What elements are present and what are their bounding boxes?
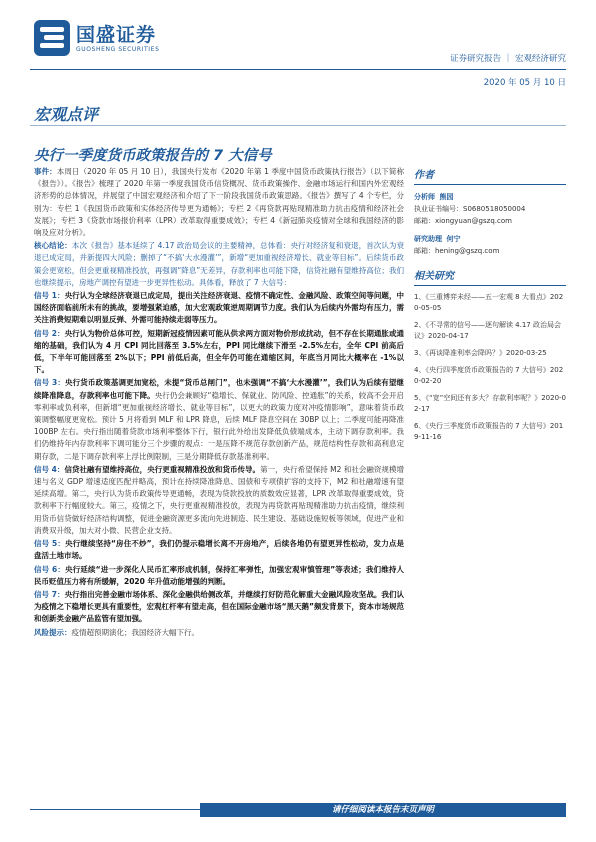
signal-3-paragraph — [34, 377, 404, 462]
assistant-row — [414, 233, 566, 245]
company-logo — [34, 18, 184, 62]
signal-7-paragraph — [34, 589, 404, 626]
related-item[interactable]: 2、《不寻常的信号——逐句解读 4.17 政治局会议》2020-04-17 — [414, 321, 561, 340]
doc-type-heading: 宏观点评 — [34, 105, 99, 124]
assistant-name: 何宁 — [446, 235, 461, 243]
report-category: 证券研究报告 ｜ 宏观经济研究 — [450, 54, 566, 64]
signal-3-label: 信号 3： — [34, 378, 66, 388]
event-paragraph — [34, 166, 404, 239]
footer-divider — [30, 809, 200, 810]
footer-disclaimer: 请仔细阅读本报告末页声明 — [200, 803, 566, 817]
risk-paragraph — [34, 627, 404, 639]
risk-text: 疫情超预期演化；我国经济大幅下行。 — [71, 627, 199, 637]
analyst-name: 熊园 — [439, 193, 454, 201]
related-heading: 相关研究 — [414, 267, 566, 286]
signal-2-paragraph — [34, 328, 404, 377]
analyst-label: 分析师 — [414, 193, 435, 201]
signal-4-bold: 信贷社融有望维持高位，央行更重视精准投放和货币传导。 — [64, 464, 261, 474]
signal-1-text: 央行认为全球经济衰退已成定局，提出关注经济衰退、疫情不确定性、金融风险、政策空间等问题，中国经济面临前所未有的挑战，要增强紧迫感，加大宏观政策逆周期调节力度。我们认为后续内外需均有压力，需关注消费短期难以明显反弹、外需可能持续走弱等压力。 — [34, 291, 404, 325]
related-item[interactable]: 1、《三重博弈未经——五一宏观 8 大看点》2020-05-05 — [414, 293, 564, 312]
signal-6-label: 信号 6： — [34, 564, 66, 574]
sidebar — [414, 166, 566, 449]
header-divider — [30, 69, 566, 70]
core-quote-2: “更加重视经济增长、就业等目标” — [244, 253, 359, 263]
analyst-cert: 执业证书编号：S0680518050004 — [414, 205, 526, 213]
related-item[interactable]: 5、《“宽”空间还有多大？存款利率呢？》2020-02-17 — [414, 394, 566, 413]
signal-7-text: 央行指出完善金融市场体系、深化金融供给侧改革，并继续打好防范化解重大金融风险攻坚战。我们认为疫情之下稳增长更具有重要性，宏观杠杆率有望走高，但在国际金融市场“黑天鹅”频发背景下，资本市场规范和创新类金融产品监管有望加强。 — [34, 589, 404, 624]
author-heading: 作者 — [414, 166, 566, 185]
logo-mark-icon — [34, 20, 70, 56]
signal-6-paragraph — [34, 564, 404, 588]
analyst-email[interactable]: 邮箱：xiongyuan@gszq.com — [414, 217, 512, 225]
analyst-row — [414, 191, 566, 203]
assistant-email[interactable]: 邮箱：hening@gszq.com — [414, 247, 500, 255]
signal-6-text: 央行延续“进一步深化人民币汇率形成机制，保持汇率弹性，加强宏观审慎管理”等表述；我们维持人民币贬值压力将有所缓解，2020 年升值动能增强的判断。 — [34, 564, 404, 586]
signal-3-bold: 央行货币政策基调更加宽松，未提“货币总闸门”，也未强调“不搞‘大水漫灌’”，我们认为后续有望继续降准降息，存款利率也可能下降。 — [34, 378, 404, 400]
core-text-3: 。后续货币政策会更宽松，但会更重视精准投放，再强调“降息”无差异，存款利率也可能下降，信贷社融有望维持高位；我们也继续提示，房地产调控有望进一步更异性松动。具体看，释放了 7 大信号： — [34, 253, 404, 287]
related-item[interactable]: 3、《再谈降准利率会降吗？》2020-03-25 — [414, 349, 547, 357]
logo-text-cn: 国盛证券 — [76, 24, 157, 46]
report-date: 2020 年 05 月 10 日 — [483, 78, 566, 88]
core-label: 核心结论： — [34, 241, 72, 251]
signal-4-label: 信号 4： — [34, 464, 65, 474]
core-quote-1: “不搞‘大水漫灌’” — [163, 253, 222, 263]
page-header — [0, 0, 596, 92]
logo-text-en: GUOSHENG SECURITIES — [76, 46, 160, 53]
signal-5-label: 信号 5： — [34, 539, 66, 549]
core-conclusion-paragraph — [34, 240, 404, 289]
signal-4-paragraph — [34, 464, 404, 537]
risk-label: 风险提示： — [34, 627, 72, 637]
signal-7-label: 信号 7： — [34, 589, 65, 599]
signal-5-text: 央行继续坚持“房住不炒”，我们仍提示稳增长离不开房地产，后续各地仍有望更异性松动，发力点是盘活土地市场。 — [34, 539, 404, 561]
report-title: 央行一季度货币政策报告的 7 大信号 — [34, 148, 272, 164]
signal-2-text: 央行认为物价总体可控，短期新冠疫情因素可能从供求两方面对物价形成扰动，但不存在长期通胀或通缩的基础，我们认为 4 月 CPI 同比回落至 3.5%左右，PPI 同比继续下滑至 -2.5%左右，全年 CPI 前高后低，下半年可能回落至 2%以下；PPI 前低后高，但全年仍可能在通缩区间，年底当月同比大概率在 -1%以下。 — [34, 328, 404, 375]
signal-3-text: 央行仍会兼顾好“稳增长、保就业、防风险、控通胀”的关系，较高不会开启零利率或负利率，但新增“更加重视经济增长、就业等目标”，以更大的政策力度对冲疫情影响”，意味着货币政策调整幅度更宽松。预计 5 月将看到 MLF 和 LPR 降息，后续 MLF 降息空间在 30BP 以上；二季度可能再降准 100BP 左右。央行指出随着贷款市场利率整体下行，银行此外给出发降低负债端成本，主动下调存款利率。我们仍维持年内存款利率下调可能分三个步骤的观点：一是压降不规范存款创新产品，规范结构性存款和高利息定期存款，二是下调存款利率上浮比例限制，三是分期降低存款基准利率。 — [34, 390, 404, 461]
event-label: 事件： — [34, 167, 57, 176]
assistant-label: 研究助理 — [414, 235, 442, 243]
core-text-2: ，新增 — [221, 253, 245, 263]
related-item[interactable]: 4、《央行四季度货币政策报告的 7 大信号》2020-02-20 — [414, 366, 564, 385]
signal-5-paragraph — [34, 538, 404, 562]
main-body — [34, 166, 404, 640]
signal-1-label: 信号 1： — [34, 291, 65, 301]
core-text-1: 本次《报告》基本延续了 4.17 政治局会议的主要精神，总体看：央行对经济复和衰退，首次认为衰退已成定局，并新提四大风险；删掉了 — [34, 241, 405, 263]
title-divider — [30, 125, 566, 126]
event-text: 本周日（2020 年 05 月 10 日），我国央行发布《2020 年第 1 季度中国货币政策执行报告》（以下简称《报告》）。《报告》梳理了 2020 年第一季度我国货币信贷概况、货币政策操作、金融市场运行和国内外宏观经济形势的总体情况，并展望了中国宏观经济和介绍了下一阶段我国货币政策思路。《报告》撰写了 4 个专栏，分别为：专栏 1《我国货币政策和实体经济传导更为通畅》；专栏 2《再贷款再贴现精准助力抗击疫情和经济社会发展》；专栏 3《贷款市场报价利率（LPR）改革取得重要成效》；专栏 4《新冠肺炎疫情对全球和我国经济的影响及应对分析》。 — [34, 167, 405, 238]
related-item[interactable]: 6、《央行三季度货币政策报告的 7 大信号》2019-11-16 — [414, 422, 564, 441]
signal-4-text: 第一，央行希望保持 M2 和社会融资规模增速与名义 GDP 增速适度匹配并略高，预计在持续降准降息、国债和专项债扩容的支持下，M2 和社融增速有望延续高增。第二，央行认为货币政策传导更通畅，表现为贷款投放的质数效应显著，LPR 改革取得重要成效，贷款利率下行幅度较大。第三，疫情之下，央行更重视精准投放，表现为再贷款再贴现精准助力抗击疫情，继续利用货币信贷做好经济结构调整，促进金融资源更多流向先进制造、民生建设、基础设施短板等领域，促进产业和消费双升级，加大对小微、民营企业支持。 — [34, 464, 404, 535]
signal-2-label: 信号 2： — [34, 328, 65, 338]
signal-1-paragraph — [34, 290, 404, 327]
